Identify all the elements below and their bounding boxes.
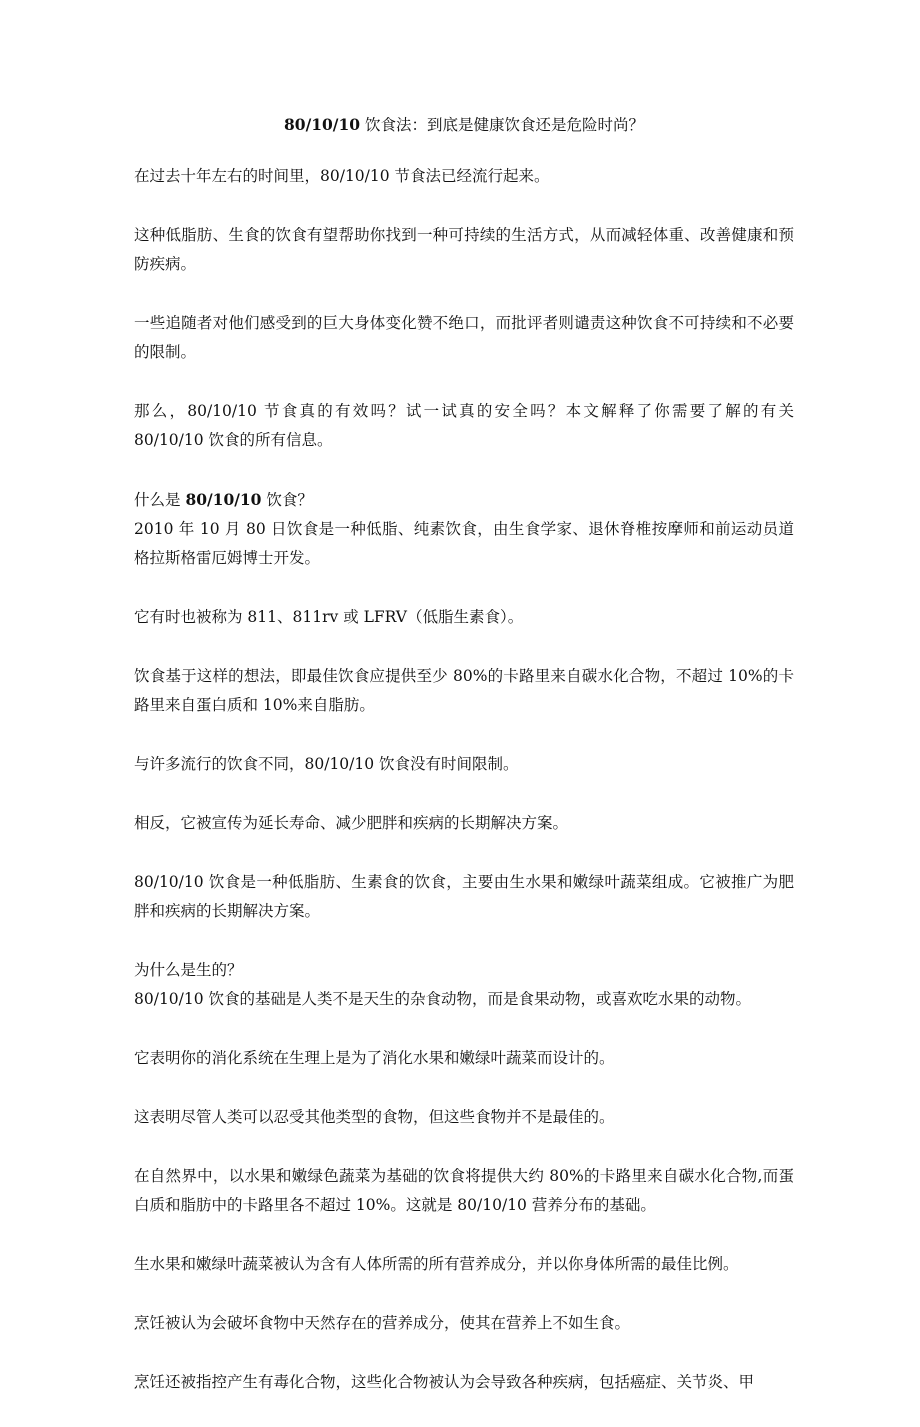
section1-paragraph-1: 2010 年 10 月 80 日饮食是一种低脂、纯素饮食，由生食学家、退休脊椎按摩师和前运动员道格拉斯格雷厄姆博士开发。	[134, 520, 794, 567]
section1-paragraph-4: 与许多流行的饮食不同，80/10/10 饮食没有时间限制。	[134, 755, 519, 773]
heading-number: 80/10/10	[185, 490, 262, 509]
intro-paragraph-4: 那么，80/10/10 节食真的有效吗？试一试真的安全吗？本文解释了你需要了解的有关 80/10/10 饮食的所有信息。	[134, 402, 794, 449]
section2-paragraph-1: 80/10/10 饮食的基础是人类不是天生的杂食动物，而是食果动物，或喜欢吃水果的动物。	[134, 990, 752, 1008]
section2-paragraph-4: 在自然界中，以水果和嫩绿色蔬菜为基础的饮食将提供大约 80%的卡路里来自碳水化合物,而蛋白质和脂肪中的卡路里各不超过 10%。这就是 80/10/10 营养分布的基础。	[134, 1167, 794, 1214]
section1-paragraph-6: 80/10/10 饮食是一种低脂肪、生素食的饮食，主要由生水果和嫩绿叶蔬菜组成。它被推广为肥胖和疾病的长期解决方案。	[134, 873, 794, 920]
document-body	[134, 112, 794, 1427]
intro-paragraph-1: 在过去十年左右的时间里，80/10/10 节食法已经流行起来。	[134, 167, 550, 185]
section1-paragraph-5: 相反，它被宣传为延长寿命、减少肥胖和疾病的长期解决方案。	[134, 814, 569, 832]
section2-paragraph-3: 这表明尽管人类可以忍受其他类型的食物，但这些食物并不是最佳的。	[134, 1108, 615, 1126]
section-heading-what-is	[134, 485, 794, 515]
title-number: 80/10/10	[284, 115, 361, 134]
section2-paragraph-2: 它表明你的消化系统在生理上是为了消化水果和嫩绿叶蔬菜而设计的。	[134, 1049, 615, 1067]
title-text: 饮食法：到底是健康饮食还是危险时尚？	[360, 116, 644, 134]
section2-paragraph-6: 烹饪被认为会破坏食物中天然存在的营养成分，使其在营养上不如生食。	[134, 1314, 631, 1332]
section2-paragraph-7: 烹饪还被指控产生有毒化合物，这些化合物被认为会导致各种疾病，包括癌症、关节炎、甲	[134, 1373, 755, 1391]
section1-paragraph-3: 饮食基于这样的想法，即最佳饮食应提供至少 80%的卡路里来自碳水化合物，不超过 10%的卡路里来自蛋白质和 10%来自脂肪。	[134, 667, 794, 714]
intro-paragraph-3: 一些追随者对他们感受到的巨大身体变化赞不绝口，而批评者则谴责这种饮食不可持续和不必要的限制。	[134, 314, 794, 361]
section-heading-why-raw: 为什么是生的？	[134, 961, 243, 979]
heading-prefix: 什么是	[134, 491, 186, 509]
intro-paragraph-2: 这种低脂肪、生食的饮食有望帮助你找到一种可持续的生活方式，从而减轻体重、改善健康和预防疾病。	[134, 226, 794, 273]
heading-suffix: 饮食？	[261, 491, 313, 509]
section1-paragraph-2: 它有时也被称为 811、811rv 或 LFRV（低脂生素食）。	[134, 608, 524, 626]
section2-paragraph-5: 生水果和嫩绿叶蔬菜被认为含有人体所需的所有营养成分，并以你身体所需的最佳比例。	[134, 1255, 739, 1273]
page-title	[134, 112, 794, 138]
